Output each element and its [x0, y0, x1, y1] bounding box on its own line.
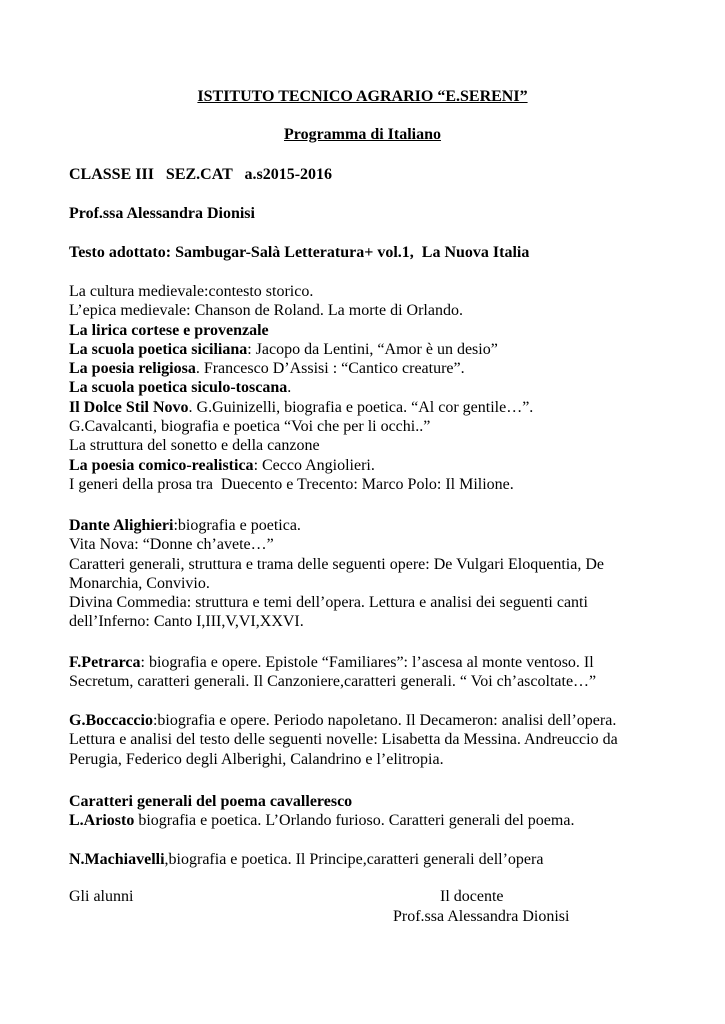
section-boccaccio — [69, 711, 689, 769]
section-medieval — [69, 282, 689, 494]
teacher-signature-label: Il docente — [440, 888, 504, 905]
topic-text: : Jacopo da Lentini, “Amor è un desio” — [247, 340, 498, 358]
document-title: Programma di Italiano — [283, 126, 442, 143]
list-item: Lettura e analisi del testo delle seguenti novelle: Lisabetta da Messina. Andreuccio da — [69, 731, 618, 749]
topic-text: : Cecco Angiolieri. — [253, 456, 375, 474]
list-item: La struttura del sonetto e della canzone — [69, 437, 320, 455]
topic-heading: La poesia religiosa — [69, 360, 196, 378]
author-name: L.Ariosto — [69, 812, 135, 830]
teacher-signature-name: Prof.ssa Alessandra Dionisi — [393, 908, 570, 925]
list-item: G.Cavalcanti, biografia e poetica “Voi che per li occhi..” — [69, 418, 431, 436]
list-item: Secretum, caratteri generali. Il Canzoniere,caratteri generali. “ Voi ch’ascoltate…” — [69, 673, 597, 691]
textbook-line: Testo adottato: Sambugar-Salà Letteratura+ vol.1, La Nuova Italia — [69, 244, 530, 261]
section-dante — [69, 516, 689, 632]
list-item: dell’Inferno: Canto I,III,V,VI,XXVI. — [69, 613, 304, 631]
author-name: Dante Alighieri — [69, 517, 174, 534]
topic-text: :biografia e poetica. — [173, 517, 301, 534]
topic-text: . G.Guinizelli, biografia e poetica. “Al cor gentile…”. — [188, 398, 534, 416]
topic-heading: La scuola poetica siculo-toscana — [69, 379, 288, 397]
teacher-line: Prof.ssa Alessandra Dionisi — [69, 205, 255, 222]
school-title: ISTITUTO TECNICO AGRARIO “E.SERENI” — [197, 88, 528, 105]
topic-text: :biografia e opere. Periodo napoletano. Il Decameron: analisi dell’opera. — [152, 712, 617, 729]
list-item: Monarchia, Convivio. — [69, 574, 210, 592]
list-item — [69, 456, 689, 475]
author-name: N.Machiavelli — [69, 851, 165, 868]
list-item: Divina Commedia: struttura e temi dell’opera. Lettura e analisi dei seguenti canti — [69, 594, 588, 612]
list-item: Perugia, Federico degli Alberighi, Calandrino e l’elitropia. — [69, 750, 444, 768]
class-line: CLASSE III SEZ.CAT a.s2015-2016 — [69, 166, 333, 183]
topic-heading: Il Dolce Stil Novo — [69, 398, 189, 416]
topic-text: . Francesco D’Assisi : “Cantico creature”. — [195, 360, 465, 378]
list-item — [69, 359, 689, 378]
section-cavalleresco — [69, 792, 689, 831]
topic-text: ,biografia e poetica. Il Principe,caratteri generali dell’opera — [164, 851, 544, 868]
list-item: L’epica medievale: Chanson de Roland. La morte di Orlando. — [69, 302, 463, 320]
topic-heading: La lirica cortese e provenzale — [69, 321, 269, 339]
topic-text: biografia e poetica. L’Orlando furioso. Caratteri generali del poema. — [134, 812, 575, 830]
list-item: Vita Nova: “Donne ch’avete…” — [69, 536, 274, 554]
topic-heading: Caratteri generali del poema cavalleresco — [69, 793, 353, 810]
list-item — [69, 340, 689, 359]
list-item: Caratteri generali, struttura e trama delle seguenti opere: De Vulgari Eloquentia, De — [69, 555, 604, 573]
list-item: I generi della prosa tra Duecento e Trecento: Marco Polo: Il Milione. — [69, 475, 514, 493]
topic-text: : biografia e opere. Epistole “Familiares”: l’ascesa al monte ventoso. Il — [140, 654, 594, 671]
list-item — [69, 398, 689, 417]
list-item — [69, 378, 689, 397]
topic-text: . — [287, 379, 292, 397]
section-machiavelli — [69, 850, 689, 869]
section-petrarca — [69, 653, 689, 692]
list-item — [69, 321, 689, 340]
author-name: F.Petrarca — [69, 654, 141, 671]
list-item: La cultura medievale:contesto storico. — [69, 283, 314, 300]
topic-heading: La scuola poetica siciliana — [69, 340, 248, 358]
author-name: G.Boccaccio — [69, 712, 153, 729]
students-signature-label: Gli alunni — [69, 888, 134, 905]
topic-heading: La poesia comico-realistica — [69, 456, 254, 474]
